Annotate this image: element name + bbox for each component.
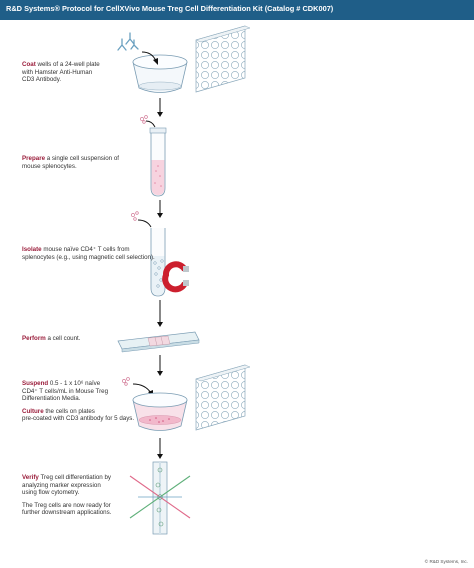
- step-text: 0.5 - 1 x 10⁶ naïve: [48, 380, 101, 387]
- step-verb-isolate: Isolate: [22, 246, 42, 253]
- step-verb-perform: Perform: [22, 335, 46, 342]
- pipette-arrow-icon: [133, 384, 151, 393]
- test-tube-icon: [150, 128, 166, 196]
- flow-arrowhead-icon: [157, 213, 163, 218]
- step-text: a cell count.: [45, 335, 81, 342]
- step-perform: [22, 335, 80, 343]
- flow-arrowhead-icon: [157, 371, 163, 376]
- step-text: the cells on plates: [43, 407, 95, 415]
- step-text: with Hamster Anti-Human: [22, 68, 93, 76]
- separation-tube-icon: [151, 228, 165, 296]
- step-text: analyzing marker expression: [22, 481, 101, 489]
- step-coat: [22, 61, 100, 84]
- copyright-notice: © R&D Systems, Inc.: [424, 559, 468, 564]
- step-suspend: [22, 380, 134, 423]
- petri-dish-icon: [133, 55, 187, 93]
- flow-arrowhead-icon: [157, 322, 163, 327]
- sample-arrow-icon: [138, 220, 151, 227]
- culture-dish-icon: [133, 393, 187, 431]
- step-text: CD4⁺ T cells/mL in Mouse Treg: [22, 387, 109, 395]
- step-text: pre-coated with CD3 antibody for 5 days.: [22, 415, 135, 423]
- step-prepare: [22, 155, 119, 170]
- step-text: mouse splenocytes.: [22, 162, 77, 170]
- flow-arrowhead-icon: [157, 454, 163, 459]
- step-verb-suspend: Suspend: [22, 380, 49, 387]
- step-isolate: [22, 246, 155, 261]
- step-text: using flow cytometry.: [22, 489, 80, 497]
- step-text: splenocytes (e.g., using magnetic cell selection).: [22, 253, 155, 261]
- splenocyte-icon: [140, 116, 147, 124]
- sample-arrow-icon: [146, 121, 155, 127]
- step-text: a single cell suspension of: [45, 155, 119, 162]
- step-verb-prepare: Prepare: [22, 155, 46, 162]
- hemocytometer-icon: [118, 332, 199, 352]
- step-verb-verify: Verify: [22, 474, 39, 481]
- flow-cytometer-icon: [130, 462, 190, 534]
- culture-plate-icon: [196, 365, 250, 430]
- step-text: wells of a 24-well plate: [35, 61, 100, 68]
- flow-arrowhead-icon: [157, 112, 163, 117]
- step-verb-coat: Coat: [22, 61, 36, 68]
- magnetic-bead-icon: [131, 212, 138, 221]
- antibody-icon: [118, 33, 138, 50]
- step-text: CD3 Antibody.: [22, 76, 62, 84]
- step-text: mouse naïve CD4⁺ T cells from: [41, 246, 130, 253]
- step-verb-culture: Culture: [22, 407, 44, 415]
- magnet-icon: [165, 264, 189, 289]
- step-text: The Treg cells are now ready for: [22, 501, 111, 509]
- culture-plate-icon: [196, 26, 250, 92]
- step-verify: [22, 474, 111, 517]
- page-title: R&D Systems® Protocol for CellXVivo Mouse Treg Cell Differentiation Kit (Catalog # CDK007): [6, 4, 334, 13]
- step-text: further downstream applications.: [22, 509, 112, 517]
- step-text: Treg cell differentiation by: [38, 474, 111, 481]
- step-text: Differentiation Media.: [22, 395, 81, 403]
